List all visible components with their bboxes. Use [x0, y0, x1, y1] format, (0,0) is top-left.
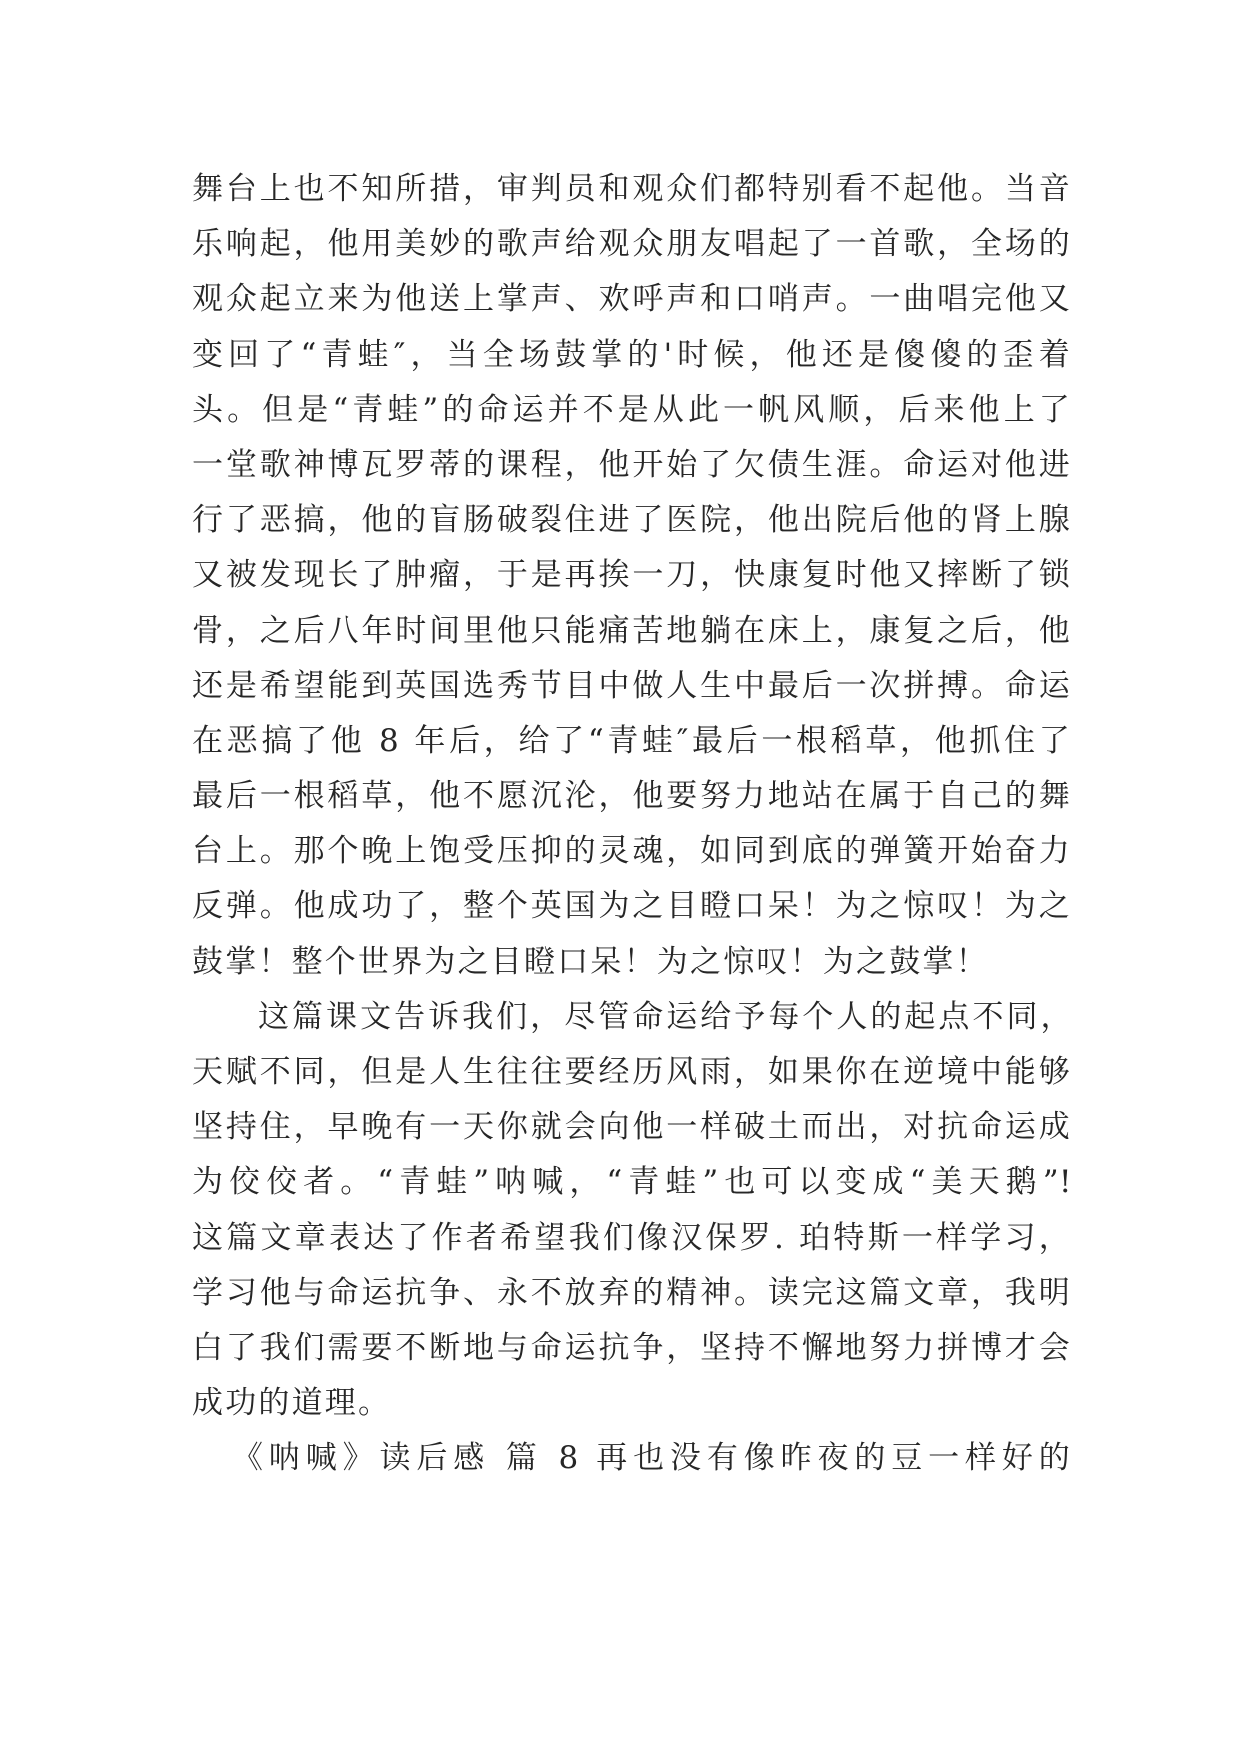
text-line-4: 变回了“青蛙″，当全场鼓掌的'时候，他还是傻傻的歪着 — [192, 336, 1072, 373]
text-line-10: 还是希望能到英国选秀节目中做人生中最后一次拼搏。命运 — [192, 667, 1072, 704]
text-line-19: 为佼佼者。“青蛙”呐喊，“青蛙”也可以变成“美天鹅”! — [192, 1164, 1072, 1201]
text-line-16: 这篇课文告诉我们，尽管命运给予每个人的起点不同， — [258, 998, 1072, 1035]
text-line-11: 在恶搞了他 8 年后，给了“青蛙″最后一根稻草，他抓住了 — [192, 722, 1072, 759]
text-line-6: 一堂歌神博瓦罗蒂的课程，他开始了欠债生涯。命运对他进 — [192, 446, 1072, 483]
text-line-2: 乐响起，他用美妙的歌声给观众朋友唱起了一首歌，全场的 — [192, 226, 1072, 263]
text-line-13: 台上。那个晚上饱受压抑的灵魂，如同到底的弹簧开始奋力 — [192, 833, 1072, 870]
text-line-7: 行了恶搞，他的盲肠破裂住进了医院，他出院后他的肾上腺 — [192, 502, 1072, 539]
text-line-1: 舞台上也不知所措，审判员和观众们都特别看不起他。当音 — [192, 171, 1072, 207]
text-line-3: 观众起立来为他送上掌声、欢呼声和口哨声。一曲唱完他又 — [192, 281, 1072, 318]
text-line-24: 《呐喊》读后感 篇 8 再也没有像昨夜的豆一样好的 — [232, 1440, 1072, 1477]
text-line-9: 骨，之后八年时间里他只能痛苦地躺在床上，康复之后，他 — [192, 612, 1072, 649]
text-line-8: 又被发现长了肿瘤，于是再挨一刀，快康复时他又摔断了锁 — [192, 557, 1072, 594]
text-line-20: 这篇文章表达了作者希望我们像汉保罗. 珀特斯一样学习， — [192, 1219, 1072, 1256]
text-line-18: 坚持住，早晚有一天你就会向他一样破土而出，对抗命运成 — [192, 1109, 1072, 1146]
text-line-23: 成功的道理。 — [192, 1385, 392, 1422]
text-line-21: 学习他与命运抗争、永不放弃的精神。读完这篇文章，我明 — [192, 1274, 1072, 1311]
body-text — [192, 162, 1072, 1487]
text-line-12: 最后一根稻草，他不愿沉沦，他要努力地站在属于自己的舞 — [192, 778, 1072, 815]
text-line-15: 鼓掌！整个世界为之目瞪口呆！为之惊叹！为之鼓掌！ — [192, 943, 989, 980]
text-line-22: 白了我们需要不断地与命运抗争，坚持不懈地努力拼博才会 — [192, 1329, 1072, 1366]
text-line-14: 反弹。他成功了，整个英国为之目瞪口呆！为之惊叹！为之 — [192, 888, 1072, 925]
text-line-17: 天赋不同，但是人生往往要经历风雨，如果你在逆境中能够 — [192, 1054, 1072, 1090]
text-line-5: 头。但是“青蛙”的命运并不是从此一帆风顺，后来他上了 — [192, 391, 1072, 428]
